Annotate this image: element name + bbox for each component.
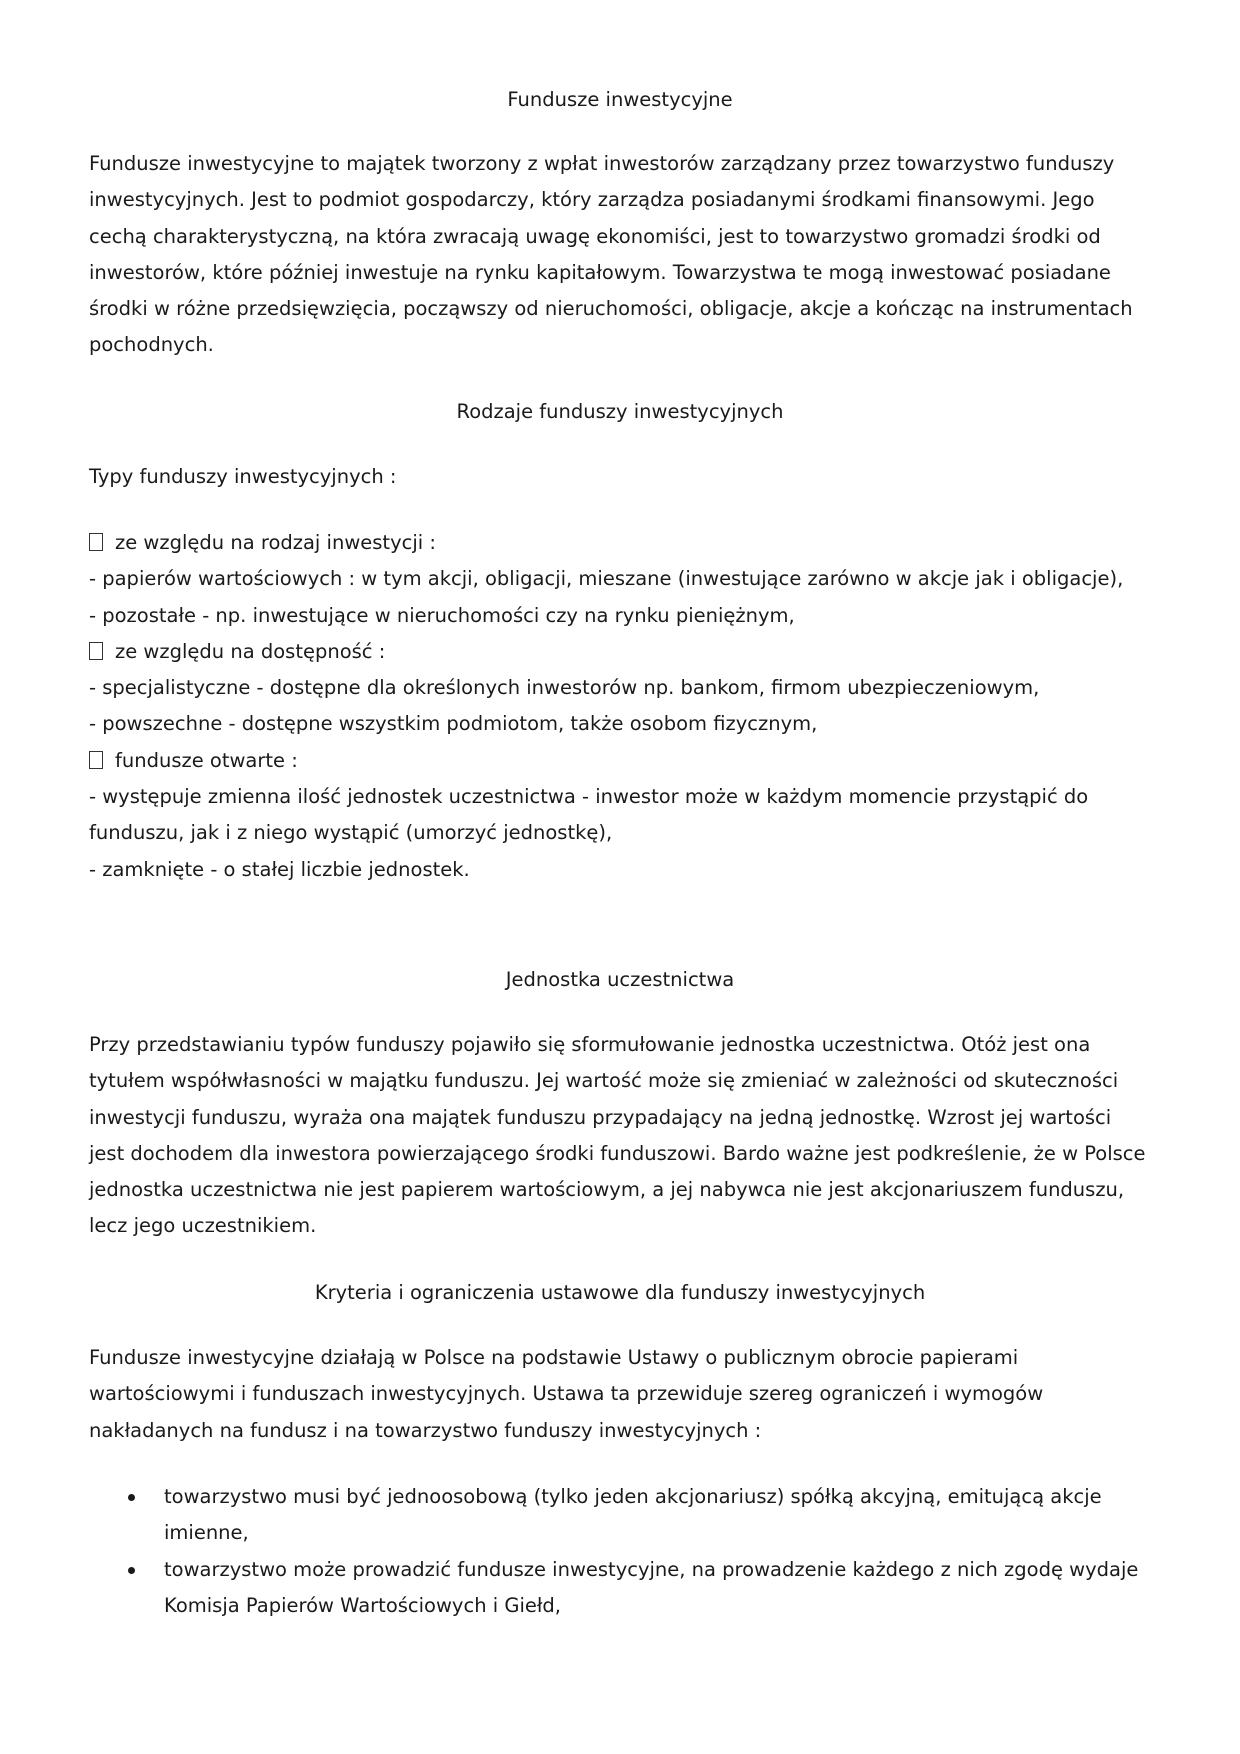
types-list [0, 525, 1151, 888]
missing-glyph-icon [89, 533, 103, 551]
intro-paragraph: Fundusze inwestycyjne to majątek tworzony z wpłat inwestorów zarządzany przez towarzystwo funduszy inwestycyjnych. Jest to podmiot gospodarczy, który zarządza posiadanymi środkami finansowymi. Jego cechą charakterystyczną, na która zwracają uwagę ekonomiści, jest to towarzystwo gromadzi środki od inwestorów, które później inwestuje na rynku kapitałowym. Towarzystwa te mogą inwestować posiadane środki w różne przedsięwzięcia, począwszy od nieruchomości, obligacje, akcje a kończąc na instrumentach pochodnych. [89, 152, 1133, 357]
types-intro: Typy funduszy inwestycyjnych : [89, 465, 397, 488]
bullet-icon [128, 1567, 135, 1574]
types-group-open [0, 743, 1151, 779]
missing-glyph-icon [89, 642, 103, 660]
types-item: - powszechne - dostępne wszystkim podmiotom, także osobom fizycznym, [89, 712, 818, 736]
types-item: - zamknięte - o stałej liczbie jednostek. [89, 857, 470, 881]
criteria-bullet-list [0, 1479, 1151, 1624]
list-item-text: towarzystwo musi być jednoosobową (tylko jeden akcjonariusz) spółką akcyjną, emitującą akcje imienne, [164, 1485, 1102, 1545]
types-item: - specjalistyczne - dostępne dla określonych inwestorów np. bankom, firmom ubezpieczeniowym, [89, 676, 1040, 700]
list-item [0, 1552, 1151, 1625]
criteria-paragraph: Fundusze inwestycyjne działają w Polsce na podstawie Ustawy o publicznym obrocie papierami wartościowymi i funduszach inwestycyjnych. Ustawa ta przewiduje szereg ograniczeń i wymogów nakładanych na fundusz i na towarzystwo funduszy inwestycyjnych : [89, 1346, 1044, 1442]
types-group-label: ze względu na rodzaj inwestycji : [115, 531, 436, 554]
document-title: Fundusze inwestycyjne [507, 88, 733, 111]
unit-paragraph: Przy przedstawianiu typów funduszy pojawiło się sformułowanie jednostka uczestnictwa. Otóż jest ona tytułem współwłasności w majątku funduszu. Jej wartość może się zmieniać w zależności od skuteczności inwestycji funduszu, wyraża ona majątek funduszu przypadający na jedną jednostkę. Wzrost jej wartości jest dochodem dla inwestora powierzającego środki funduszowi. Bardo ważne jest podkreślenie, że w Polsce jednostka uczestnictwa nie jest papierem wartościowym, a jej nabywca nie jest akcjonariuszem funduszu, lecz jego uczestnikiem. [89, 1033, 1146, 1238]
types-item: - pozostałe - np. inwestujące w nieruchomości czy na rynku pieniężnym, [89, 603, 795, 627]
types-group-availability [0, 634, 1151, 670]
list-item [0, 1479, 1151, 1552]
types-item: - papierów wartościowych : w tym akcji, obligacji, mieszane (inwestujące zarówno w akcje jak i obligacje), [89, 567, 1124, 591]
missing-glyph-icon [89, 751, 103, 769]
types-group-investment [0, 525, 1151, 561]
section-heading-unit: Jednostka uczestnictwa [505, 968, 735, 991]
types-group-label: fundusze otwarte : [115, 748, 298, 772]
section-heading-criteria: Kryteria i ograniczenia ustawowe dla funduszy inwestycyjnych [314, 1281, 926, 1304]
section-heading-types: Rodzaje funduszy inwestycyjnych [456, 400, 784, 423]
types-item: - występuje zmienna ilość jednostek uczestnictwa - inwestor może w każdym momencie przystąpić do funduszu, jak i z niego wystąpić (umorzyć jednostkę), [89, 785, 1089, 845]
types-group-label: ze względu na dostępność : [115, 639, 386, 663]
list-item-text: towarzystwo może prowadzić fundusze inwestycyjne, na prowadzenie każdego z nich zgodę wydaje Komisja Papierów Wartościowych i Giełd, [164, 1557, 1139, 1617]
bullet-icon [128, 1494, 135, 1501]
